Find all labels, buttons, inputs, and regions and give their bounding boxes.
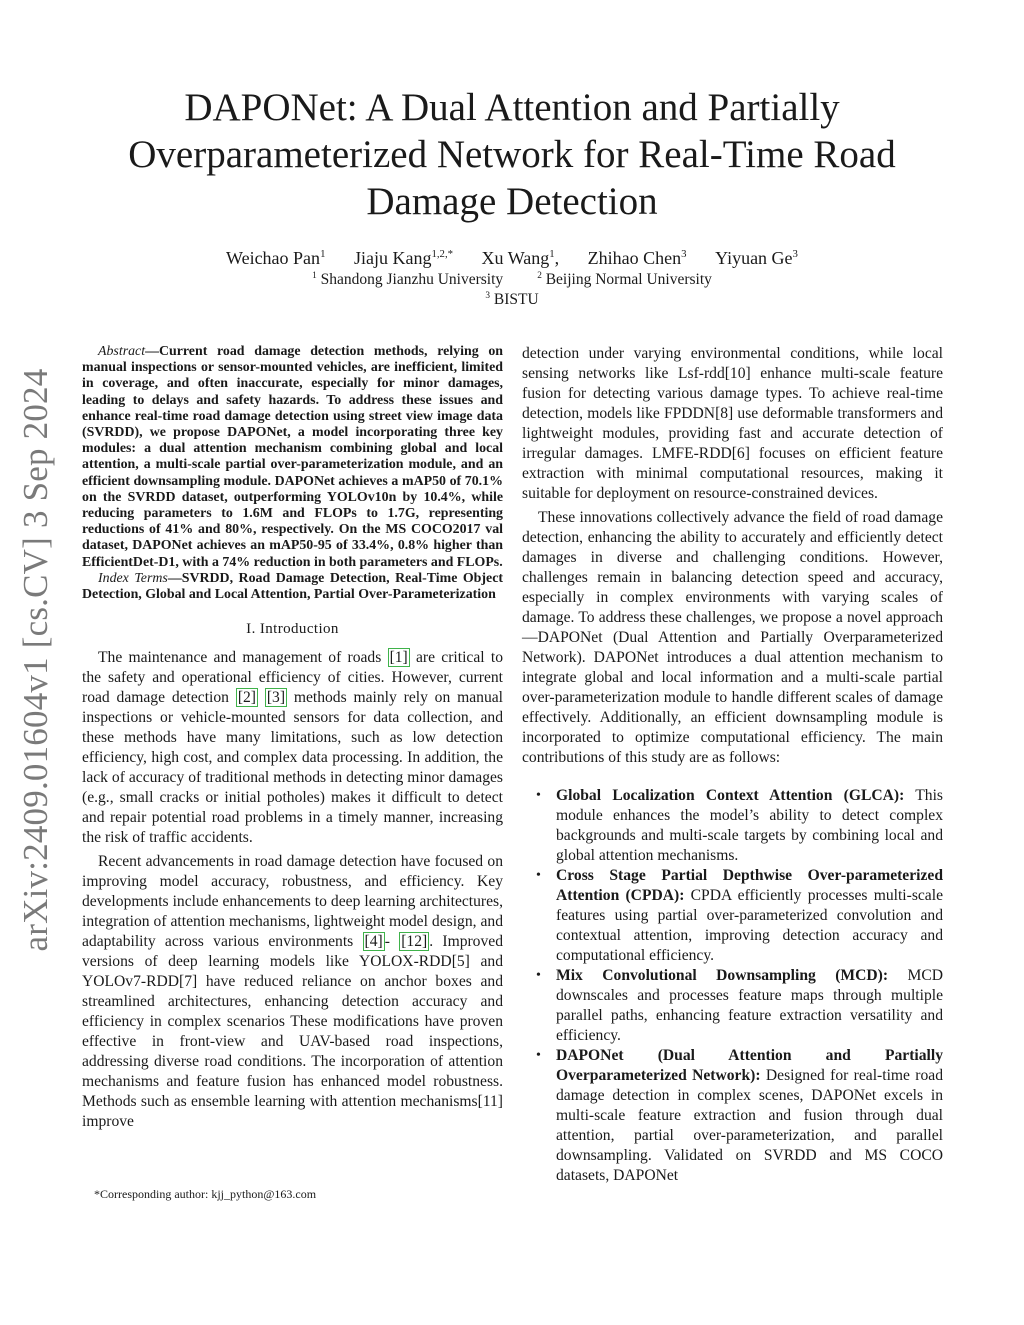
intro-paragraph-2: Recent advancements in road damage detection have focused on improving model accuracy, robustness, and efficiency. Key developments include enhancements to deep learning architectures, integration of attention mechanisms, lightweight model design, and adaptability across various environments [4] - [12] . Improved versions of deep learning models like YOLOX-RDD[5] and YOLOv7-RDD[7] have reduced reliance on anchor boxes and streamlined architectures, enhancing detection accuracy and efficiency in complex scenarios These modifications have proven effective in front-view and UAV-based road inspections, addressing diverse road conditions. The incorporation of attention mechanisms and feature fusion has enhanced model robustness. Methods such as ensemble learning with attention mechanisms[11] improve <box>82 853 503 1131</box>
list-item: • Global Localization Context Attention (GLCA): This module enhances the model’s ability to detect complex backgrounds and multi-scale targets by combining local and global attention mechanisms. <box>536 787 943 864</box>
right-column <box>522 344 943 1186</box>
arxiv-id: arXiv:2409.01604v1 [cs.CV] 3 Sep 2024 <box>16 368 55 952</box>
list-item: • Mix Convolutional Downsampling (MCD): MCD downscales and processes feature maps through multiple parallel paths, enhancing feature extraction versatility and efficiency. <box>536 967 943 1044</box>
citation-link[interactable]: [12] <box>401 933 428 951</box>
citation-link[interactable]: [1] <box>389 649 408 667</box>
affiliation: $^1$ Shandong Jianzhu University <box>312 270 504 288</box>
affiliation: $^3$ BISTU <box>485 290 539 308</box>
author: Zhihao Chen$^3$ <box>587 248 687 268</box>
contributions-list <box>522 786 943 1186</box>
abstract: Abstract—Current road damage detection methods, relying on manual inspections or sensor-mounted vehicles, are inefficient, limited in coverage, and often inaccurate, especially for minor damages, leading to delays and safety hazards. To address these issues and enhance real-time road damage detection using street view image data (SVRDD), we propose DAPONet, a model incorporating three key modules: a dual attention mechanism combining global and local attention, a multi-scale partial over-parameterization module, and an efficient downsampling module. DAPONet achieves a mAP50 of 70.1% on the SVRDD dataset, outperforming YOLOv10n by 10.4%, while reducing parameters to 1.6M and FLOPs to 1.7G, representing reductions of 41% and 80%, respectively. On the MS COCO2017 val dataset, DAPONet achieves an mAP50-95 of 33.4%, 0.8% higher than EfficientDet-D1, with a 74% reduction in both parameters and FLOPs. <box>82 344 503 570</box>
intro-paragraph-3: detection under varying environmental conditions, while local sensing networks like Lsf-rdd[10] enhance multi-scale feature fusion for detecting various damage types. To achieve real-time detection, models like FPDDN[8] use deformable transformers and lightweight modules, providing fast and accurate detection of irregular damages. LMFE-RDD[6] focuses on efficient feature extraction with minimal computational resources, making it suitable for deployment on resource-constrained devices. <box>522 345 943 502</box>
arxiv-stamp <box>0 0 60 1325</box>
author: Xu Wang$^1$, <box>481 248 560 268</box>
author: Jiaju Kang$^{1,2,*}$ <box>353 248 454 268</box>
affiliation: $^2$ Beijing Normal University <box>537 270 712 288</box>
bullet-icon: • <box>536 1048 541 1063</box>
author-list <box>80 246 944 270</box>
section-heading: I. Introduction <box>246 621 339 638</box>
intro-paragraph-4: These innovations collectively advance the field of road damage detection, enhancing the ability to accurately and efficiently detect damages in diverse and challenging conditions. However, challenges remain in balancing detection speed and accuracy, especially in complex environments with varying scales of damage. To address these challenges, we propose a novel approach—DAPONet (Dual Attention and Partially Overparameterized Network). DAPONet introduces a dual attention mechanism to integrate global and local information and a multi-scale partial over-parameterization module to handle different scales of damage effectively. Additionally, an efficient downsampling module is incorporated to optimize computational efficiency. The main contributions of this study are as follows: <box>522 509 943 766</box>
citation-link[interactable]: [4] <box>364 933 383 951</box>
bullet-icon: • <box>536 868 541 883</box>
affiliations <box>80 270 944 310</box>
author: Yiyuan Ge$^3$ <box>715 248 798 268</box>
paper-title: DAPONet: A Dual Attention and Partially Overparameterized Network for Real-Time Road Damage Detection <box>128 86 896 223</box>
list-item: • DAPONet (Dual Attention and Partially Overparameterized Network): Designed for real-time road damage detection in complex scenes, DAPONet excels in multi-scale feature extraction and fusion through dual attention, partial over-parameterization, and parallel downsampling. Validated on SVRDD and MS COCO datasets, DAPONet <box>536 1047 944 1184</box>
bullet-icon: • <box>536 968 541 983</box>
list-item: • Cross Stage Partial Depthwise Over-parameterized Attention (CPDA): CPDA efficiently processes multi-scale features using partial over-parameterized convolution and contextual attention, improving detection accuracy and computational efficiency. <box>536 867 943 964</box>
intro-paragraph-1: The maintenance and management of roads [1] are critical to the safety and operational efficiency of cities. However, current road damage detection [2] [3] methods mainly rely on manual inspections or vehicle-mounted sensors for data collection, and these methods have many limitations, such as low detection efficiency, high cost, and complex data processing. In addition, the lack of accuracy of traditional methods in detecting minor damages (e.g., small cracks or initial potholes) makes it difficult to detect and repair potential road problems in a timely manner, increasing the risk of traffic accidents. <box>82 649 503 847</box>
index-terms: Index Terms—SVRDD, Road Damage Detection, Real-Time Object Detection, Global and Local Attention, Partial Over-Parameterization <box>82 570 503 603</box>
left-column <box>82 344 503 1136</box>
citation-link[interactable]: [2] <box>237 689 256 707</box>
bullet-icon: • <box>536 788 541 803</box>
citation-link[interactable]: [3] <box>266 689 286 707</box>
author: Weichao Pan$^1$ <box>226 248 326 268</box>
footnote: *Corresponding author: kjj_python@163.com <box>94 1187 317 1201</box>
